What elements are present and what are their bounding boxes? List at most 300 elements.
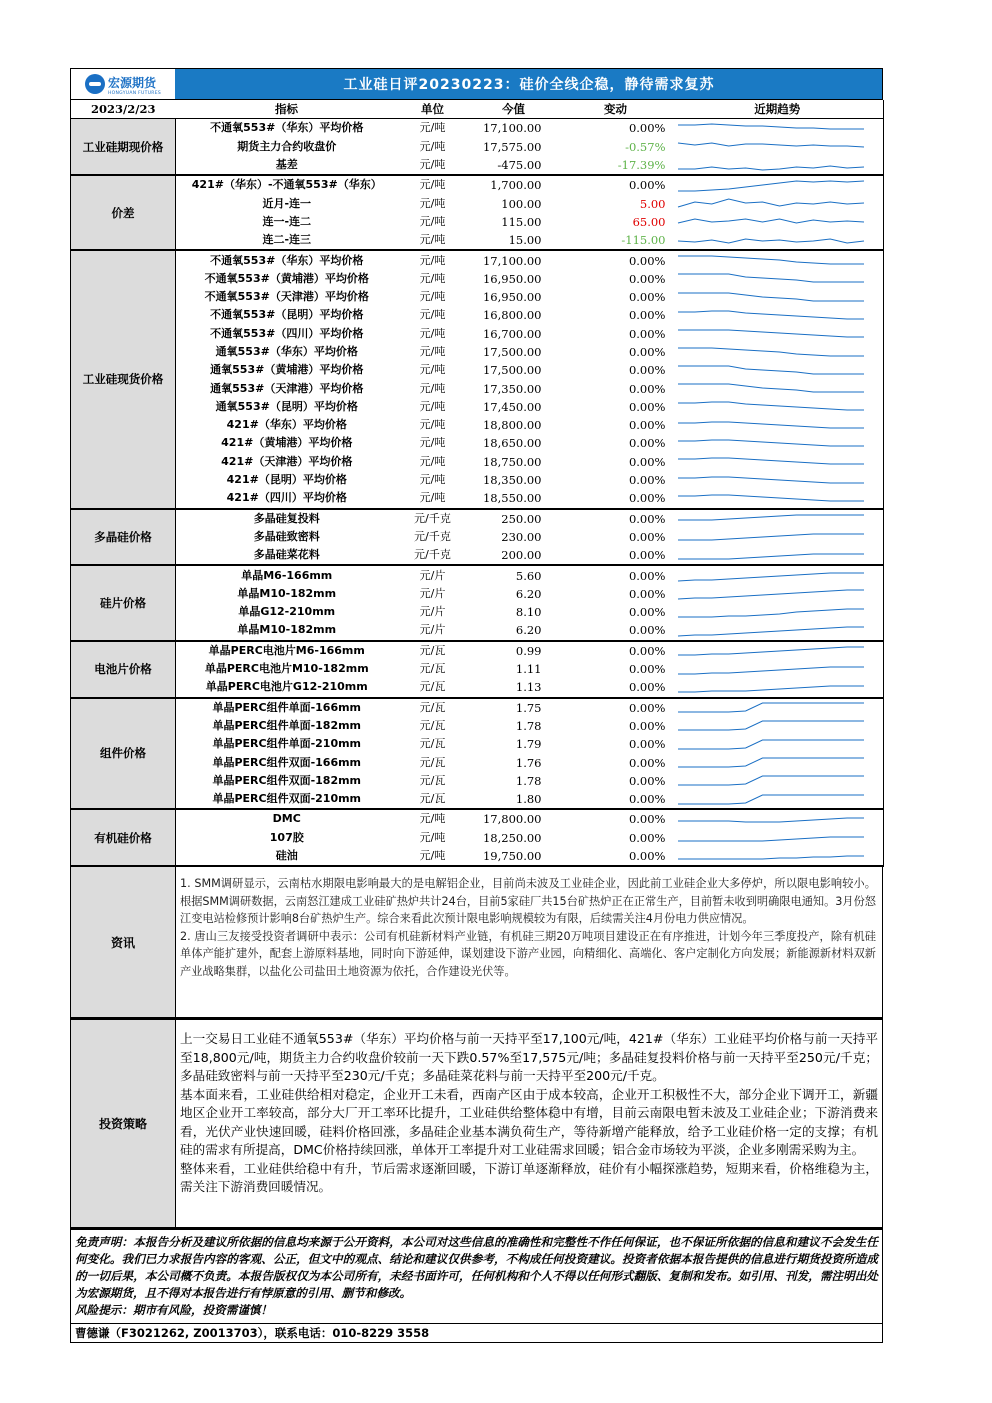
- trend-sparkline-cell: [672, 809, 884, 828]
- trend-line: [678, 758, 864, 767]
- unit-cell: 元/吨: [419, 454, 446, 468]
- trend-line: [678, 239, 864, 243]
- trend-sparkline: [676, 754, 866, 771]
- value-cell: 17,575.00: [482, 139, 542, 154]
- unit-cell: 元/吨: [419, 418, 446, 432]
- change-cell: -0.57%: [625, 139, 666, 154]
- unit-cell: 元/吨: [419, 178, 446, 192]
- unit-cell: 元/瓦: [419, 737, 446, 751]
- change-cell: 0.00%: [628, 326, 666, 341]
- value-cell: 18,550.00: [468, 489, 560, 508]
- trend-line: [678, 740, 864, 749]
- trend-sparkline-cell: [672, 194, 884, 212]
- trend-sparkline-cell: [672, 250, 884, 269]
- value-cell: 18,650.00: [482, 436, 542, 451]
- category-label: 硅片价格: [71, 565, 176, 640]
- indicator-name: 单晶M10-182mm: [176, 621, 398, 640]
- trend-sparkline: [676, 622, 866, 639]
- indicator-name: 单晶M6-166mm: [241, 568, 333, 582]
- indicator-name: 421#（昆明）平均价格: [226, 473, 347, 487]
- change-cell: 0.00%: [628, 253, 666, 268]
- trend-sparkline-cell: [672, 565, 884, 584]
- trend-sparkline: [676, 138, 866, 155]
- indicator-name: 硅油: [176, 847, 398, 866]
- trend-line: [678, 402, 864, 410]
- table-row: [71, 735, 884, 753]
- trend-sparkline: [676, 661, 866, 678]
- trend-sparkline-cell: [672, 434, 884, 452]
- unit-cell: 元/吨: [419, 139, 446, 153]
- indicator-name: 期货主力合约收盘价: [237, 139, 337, 153]
- trend-sparkline: [676, 289, 866, 306]
- trend-sparkline: [676, 736, 866, 753]
- price-table: [70, 100, 884, 867]
- value-cell: 18,250.00: [482, 830, 542, 845]
- unit-cell: 元/瓦: [419, 755, 446, 769]
- unit-header: 单位: [398, 100, 468, 119]
- indicator-name: 421#（华东）平均价格: [226, 418, 347, 432]
- value-cell: 17,100.00: [482, 121, 542, 136]
- strategy-para-1: 上一交易日工业硅不通氧553#（华东）平均价格与前一天持平至17,100元/吨，421#（华东）工业硅平均价格与前一天持平至18,800元/吨，期货主力合约收盘价较前一天下跌0.57%至17,575元/吨；多晶硅复投料价格与前一天持平至250元/千克；多晶硅致密料与前一天持平至230元/千克；多晶硅菜花料与前一天持平至200元/千克。: [180, 1031, 878, 1084]
- company-logo: [71, 69, 176, 99]
- indicator-name: 107胶: [269, 830, 304, 844]
- indicator-name: 多晶硅致密料: [253, 529, 320, 543]
- trend-line: [678, 477, 864, 483]
- change-cell: 0.00%: [628, 473, 666, 488]
- change-cell: 0.00%: [628, 271, 666, 286]
- logo-subtitle: HONGYUAN FUTURES: [107, 90, 162, 96]
- trend-sparkline-cell: [672, 660, 884, 678]
- trend-sparkline: [676, 120, 866, 137]
- trend-line: [678, 348, 864, 356]
- change-cell: 0.00%: [628, 755, 666, 770]
- category-label: 电池片价格: [71, 641, 176, 698]
- unit-cell: 元/吨: [419, 308, 446, 322]
- trend-sparkline-cell: [672, 270, 884, 288]
- unit-cell: 元/吨: [398, 231, 468, 250]
- table-row: [71, 717, 884, 735]
- value-cell: 230.00: [501, 529, 542, 544]
- report-page: [70, 68, 883, 1343]
- logo-icon: [85, 74, 105, 94]
- trend-sparkline: [676, 232, 866, 249]
- table-row: [71, 306, 884, 324]
- report-title: 工业硅日评20230223：硅价全线企稳，静待需求复苏: [176, 69, 882, 99]
- change-cell: 0.00%: [628, 511, 666, 526]
- indicator-name: 近月-连一: [262, 196, 312, 210]
- trend-sparkline-cell: [672, 509, 884, 528]
- value-cell: 1.76: [515, 755, 542, 770]
- risk-warning: 风险提示：期市有风险，投资需谨慎！: [75, 1303, 273, 1318]
- value-header: 今值: [468, 100, 560, 119]
- unit-cell: 元/吨: [398, 156, 468, 175]
- news-section: [70, 867, 883, 1018]
- trend-sparkline-cell: [672, 156, 884, 175]
- trend-line: [678, 515, 864, 520]
- trend-sparkline-cell: [672, 621, 884, 640]
- trend-header: 近期趋势: [672, 100, 884, 119]
- trend-sparkline: [676, 717, 866, 734]
- trend-sparkline-cell: [672, 325, 884, 343]
- table-row: [71, 698, 884, 717]
- logo-name: 宏源期货: [107, 75, 156, 90]
- trend-sparkline-cell: [672, 735, 884, 753]
- trend-sparkline: [676, 325, 866, 342]
- indicator-name: 单晶PERC电池片M10-182mm: [204, 662, 369, 676]
- category-label: 价差: [71, 175, 176, 250]
- unit-cell: 元/千克: [414, 529, 451, 543]
- trend-sparkline: [676, 195, 866, 212]
- trend-line: [678, 609, 864, 617]
- table-row: [71, 585, 884, 603]
- indicator-header: 指标: [176, 100, 398, 119]
- unit-cell: 元/吨: [419, 436, 446, 450]
- trend-line: [678, 440, 864, 446]
- unit-cell: 元/吨: [398, 489, 468, 508]
- trend-sparkline-cell: [672, 698, 884, 717]
- change-cell: 0.00%: [560, 790, 672, 809]
- indicator-name: 不通氧553#（昆明）平均价格: [210, 308, 364, 322]
- unit-cell: 元/吨: [419, 363, 446, 377]
- analyst-contact: 曹德谦（F3021262, Z0013703），联系电话：010-8229 3558: [70, 1324, 883, 1343]
- category-label: 工业硅现货价格: [71, 250, 176, 508]
- strategy-text: [176, 1020, 882, 1227]
- table-row: [71, 379, 884, 397]
- value-cell: 1.13: [468, 678, 560, 697]
- trend-sparkline-cell: [672, 528, 884, 546]
- trend-sparkline-cell: [672, 847, 884, 866]
- value-cell: 1.78: [515, 718, 542, 733]
- table-row: [71, 231, 884, 250]
- value-cell: 1.11: [515, 662, 542, 677]
- unit-cell: 元/瓦: [419, 643, 446, 657]
- trend-sparkline: [676, 398, 866, 415]
- change-cell: 0.00%: [628, 773, 666, 788]
- indicator-name: 单晶PERC组件单面-210mm: [212, 737, 362, 751]
- value-cell: 1.80: [468, 790, 560, 809]
- change-cell: 0.00%: [628, 399, 666, 414]
- unit-cell: 元/吨: [419, 473, 446, 487]
- trend-line: [678, 495, 864, 501]
- trend-sparkline: [676, 604, 866, 621]
- trend-line: [678, 219, 864, 223]
- trend-sparkline-cell: [672, 119, 884, 138]
- trend-sparkline-cell: [672, 546, 884, 565]
- trend-line: [678, 199, 864, 207]
- trend-sparkline: [676, 307, 866, 324]
- trend-line: [678, 647, 864, 655]
- trend-sparkline-cell: [672, 453, 884, 471]
- value-cell: 0.99: [515, 643, 542, 658]
- value-cell: 18,750.00: [482, 454, 542, 469]
- trend-sparkline: [676, 528, 866, 545]
- table-row: [71, 829, 884, 847]
- trend-sparkline: [676, 490, 866, 507]
- trend-sparkline-cell: [672, 717, 884, 735]
- indicator-name: 不通氧553#（黄埔港）平均价格: [204, 271, 369, 285]
- trend-sparkline: [676, 270, 866, 287]
- unit-cell: 元/吨: [419, 290, 446, 304]
- indicator-name: 不通氧553#（四川）平均价格: [210, 326, 364, 340]
- unit-cell: 元/瓦: [419, 718, 446, 732]
- trend-sparkline-cell: [672, 138, 884, 156]
- indicator-name: DMC: [272, 812, 301, 826]
- news-item-2: 2. 唐山三友接受投资者调研中表示：公司有机硅新材料产业链，有机硅三期20万吨项目建设正在有序推进，计划今年三季度投产，除有机硅单体产能扩建外，配套上游原料基地，同时向下游延伸，谋划建设下游产业园，向精细化、高端化、客户定制化方向发展；新能源新材料双新产业战略集群，以盐化公司盐田土地资源为依托，合作建设光伏等。: [180, 929, 876, 978]
- table-row: [71, 213, 884, 231]
- unit-cell: 元/千克: [414, 511, 451, 525]
- table-row: [71, 156, 884, 175]
- unit-cell: 元/吨: [419, 326, 446, 340]
- indicator-name: 单晶PERC组件单面-166mm: [212, 700, 362, 714]
- trend-line: [678, 274, 864, 282]
- table-row: [71, 528, 884, 546]
- value-cell: 16,950.00: [482, 290, 542, 305]
- trend-sparkline-cell: [672, 416, 884, 434]
- change-cell: 0.00%: [628, 529, 666, 544]
- value-cell: 17,800.00: [482, 812, 542, 827]
- indicator-name: 通氧553#（黄埔港）平均价格: [210, 363, 364, 377]
- trend-sparkline: [676, 642, 866, 659]
- indicator-name: 421#（四川）平均价格: [176, 489, 398, 508]
- unit-cell: 元/片: [419, 568, 446, 582]
- unit-cell: 元/吨: [398, 847, 468, 866]
- table-row: [71, 565, 884, 584]
- date-header: 2023/2/23: [71, 100, 176, 119]
- category-label: 组件价格: [71, 698, 176, 810]
- indicator-name: 单晶PERC组件双面-166mm: [212, 755, 362, 769]
- unit-cell: 元/瓦: [419, 700, 446, 714]
- news-item-1: 1. SMM调研显示，云南枯水期限电影响最大的是电解铝企业，目前尚未波及工业硅企业，因此前工业硅企业大多停炉，所以限电影响较小。根据SMM调研数据，云南怒江建成工业硅矿热炉共计24台，目前5家硅厂共15台矿热炉正在正常生产，目前暂未收到明确限电通知。3月份怒江变电站检修预计影响8台矿热炉生产。综合来看此次预计限电影响规模较为有限，后续需关注4月份电力供应情况。: [180, 877, 876, 926]
- trend-sparkline-cell: [672, 772, 884, 790]
- indicator-name: 多晶硅复投料: [253, 511, 320, 525]
- trend-line: [678, 856, 864, 859]
- table-row: [71, 660, 884, 678]
- unit-cell: 元/片: [398, 621, 468, 640]
- trend-line: [678, 554, 864, 559]
- table-row: [71, 753, 884, 771]
- table-row: [71, 325, 884, 343]
- strategy-para-3: 整体来看，工业硅供给稳中有升，节后需求逐渐回暖，下游订单逐渐释放，硅价有小幅探涨趋势，短期来看，价格维稳为主，需关注下游消费回暖情况。: [180, 1160, 878, 1195]
- indicator-name: 连一-连二: [262, 214, 312, 228]
- indicator-name: 421#（天津港）平均价格: [221, 454, 353, 468]
- report-header: [70, 68, 883, 100]
- trend-line: [678, 627, 864, 636]
- indicator-name: 421#（黄埔港）平均价格: [221, 436, 353, 450]
- table-row: [71, 288, 884, 306]
- trend-sparkline: [676, 362, 866, 379]
- trend-line: [678, 795, 864, 804]
- value-cell: 18,350.00: [482, 473, 542, 488]
- value-cell: 17,100.00: [482, 253, 542, 268]
- indicator-name: 单晶M10-182mm: [237, 586, 337, 600]
- category-label: 多晶硅价格: [71, 509, 176, 566]
- trend-line: [678, 124, 864, 129]
- table-row: [71, 250, 884, 269]
- unit-cell: 元/片: [419, 586, 446, 600]
- news-label: 资讯: [71, 867, 176, 1017]
- indicator-name: 不通氧553#（天津港）平均价格: [204, 290, 369, 304]
- table-row: [71, 847, 884, 866]
- unit-cell: 元/瓦: [419, 773, 446, 787]
- indicator-name: 单晶PERC组件双面-210mm: [176, 790, 398, 809]
- unit-cell: 元/吨: [419, 812, 446, 826]
- value-cell: 5.60: [515, 568, 542, 583]
- trend-line: [678, 686, 864, 692]
- change-cell: -115.00: [560, 231, 672, 250]
- change-cell: 0.00%: [560, 847, 672, 866]
- indicator-name: 通氧553#（华东）平均价格: [215, 345, 358, 358]
- disclaimer: [70, 1228, 883, 1324]
- trend-line: [678, 384, 864, 392]
- indicator-name: 通氧553#（昆明）平均价格: [215, 399, 358, 413]
- table-row: [71, 489, 884, 508]
- unit-cell: 元/吨: [419, 381, 446, 395]
- value-cell: 1.78: [515, 773, 542, 788]
- value-cell: 1.79: [515, 737, 542, 752]
- change-header: 变动: [560, 100, 672, 119]
- table-row: [71, 434, 884, 452]
- table-row: [71, 343, 884, 361]
- trend-sparkline-cell: [672, 471, 884, 489]
- unit-cell: 元/片: [419, 605, 446, 619]
- change-cell: 0.00%: [628, 363, 666, 378]
- trend-sparkline-cell: [672, 678, 884, 697]
- trend-line: [678, 143, 864, 147]
- table-row: [71, 398, 884, 416]
- change-cell: 0.00%: [560, 546, 672, 565]
- change-cell: 0.00%: [628, 436, 666, 451]
- trend-sparkline-cell: [672, 398, 884, 416]
- strategy-para-2: 基本面来看，工业硅供给相对稳定，企业开工未看，西南产区由于成本较高，企业开工积极性不大，部分企业下调开工，新疆地区企业开工率较高，部分大厂开工率环比提升，工业硅供给整体稳中有增，目前云南限电暂未波及工业硅企业；下游消费来看，光伏产业快速回暖，硅料价格回涨，多晶硅企业基本满负荷生产，等待新增产能释放，给予工业硅价格一定的支撑；有机硅的需求有所提高，DMC价格持续回涨，单体开工率提升对工业硅需求回暖；铝合金市场较为平淡，企业多刚需采购为主。: [180, 1086, 878, 1158]
- value-cell: 15.00: [468, 231, 560, 250]
- indicator-name: 单晶PERC组件单面-182mm: [212, 718, 362, 732]
- change-cell: 0.00%: [628, 830, 666, 845]
- value-cell: 17,350.00: [482, 381, 542, 396]
- trend-sparkline: [676, 829, 866, 846]
- trend-sparkline: [676, 252, 866, 269]
- strategy-section: [70, 1018, 883, 1228]
- table-row: [71, 453, 884, 471]
- value-cell: 17,500.00: [482, 345, 542, 359]
- change-cell: 0.00%: [628, 381, 666, 396]
- trend-sparkline-cell: [672, 489, 884, 508]
- indicator-name: 单晶G12-210mm: [238, 605, 336, 619]
- trend-sparkline-cell: [672, 306, 884, 324]
- unit-cell: 元/吨: [419, 830, 446, 844]
- trend-sparkline: [676, 699, 866, 716]
- change-cell: 0.00%: [560, 678, 672, 697]
- value-cell: 17,450.00: [482, 399, 542, 414]
- change-cell: 0.00%: [628, 605, 666, 620]
- change-cell: 0.00%: [628, 568, 666, 583]
- indicator-name: 基差: [176, 156, 398, 175]
- change-cell: -17.39%: [560, 156, 672, 175]
- trend-sparkline: [676, 380, 866, 397]
- category-label: 有机硅价格: [71, 809, 176, 866]
- trend-line: [678, 366, 864, 374]
- trend-sparkline: [676, 848, 866, 865]
- change-cell: 0.00%: [628, 586, 666, 601]
- indicator-name: 多晶硅菜花料: [176, 546, 398, 565]
- change-cell: 0.00%: [628, 812, 666, 827]
- trend-sparkline-cell: [672, 790, 884, 809]
- indicator-name: 通氧553#（天津港）平均价格: [210, 381, 364, 395]
- unit-cell: 元/吨: [419, 253, 446, 267]
- change-cell: 0.00%: [628, 643, 666, 658]
- table-row: [71, 546, 884, 565]
- news-text: [176, 867, 882, 1017]
- unit-cell: 元/吨: [419, 214, 446, 228]
- trend-sparkline: [676, 417, 866, 434]
- indicator-name: 连二-连三: [176, 231, 398, 250]
- trend-sparkline-cell: [672, 175, 884, 194]
- change-cell: 0.00%: [560, 621, 672, 640]
- value-cell: 19,750.00: [468, 847, 560, 866]
- unit-cell: 元/瓦: [398, 678, 468, 697]
- unit-cell: 元/吨: [419, 271, 446, 285]
- change-cell: 0.00%: [628, 418, 666, 433]
- value-cell: 16,800.00: [482, 308, 542, 323]
- trend-sparkline: [676, 435, 866, 452]
- value-cell: 1.75: [515, 700, 542, 715]
- table-row: [71, 175, 884, 194]
- trend-line: [678, 721, 864, 730]
- trend-sparkline-cell: [672, 379, 884, 397]
- trend-sparkline: [676, 585, 866, 602]
- trend-sparkline: [676, 177, 866, 194]
- indicator-name: 单晶PERC组件双面-182mm: [212, 773, 362, 787]
- trend-sparkline: [676, 344, 866, 361]
- value-cell: 8.10: [515, 605, 542, 620]
- change-cell: 0.00%: [628, 454, 666, 469]
- unit-cell: 元/吨: [419, 196, 446, 210]
- value-cell: -475.00: [468, 156, 560, 175]
- trend-line: [678, 311, 864, 319]
- change-cell: 0.00%: [628, 308, 666, 323]
- trend-line: [678, 534, 864, 540]
- disclaimer-text: 免责声明：本报告分析及建议所依据的信息均来源于公开资料，本公司对这些信息的准确性和完整性不作任何保证，也不保证所依据的信息和建议不会发生任何变化。我们已力求报告内容的客观、公正，但文中的观点、结论和建议仅供参考，不构成任何投资建议。投资者依据本报告提供的信息进行期货投资所造成的一切后果，本公司概不负责。本报告版权仅为本公司所有，未经书面许可，任何机构和个人不得以任何形式翻版、复制和发布。如引用、刊发，需注明出处为宏源期货，且不得对本报告进行有悖原意的引用、删节和修改。: [75, 1235, 878, 1301]
- table-row: [71, 790, 884, 809]
- value-cell: 6.20: [468, 621, 560, 640]
- trend-line: [678, 166, 864, 170]
- value-cell: 1,700.00: [490, 178, 542, 193]
- trend-line: [678, 293, 864, 301]
- trend-sparkline: [676, 157, 866, 174]
- value-cell: 16,700.00: [482, 326, 542, 341]
- change-cell: 0.00%: [628, 662, 666, 677]
- unit-cell: 元/吨: [419, 399, 446, 413]
- unit-cell: 元/吨: [419, 121, 446, 135]
- value-cell: 250.00: [501, 511, 542, 526]
- trend-sparkline: [676, 453, 866, 470]
- unit-cell: 元/千克: [398, 546, 468, 565]
- trend-sparkline: [676, 679, 866, 696]
- change-cell: 0.00%: [628, 718, 666, 733]
- table-row: [71, 603, 884, 621]
- trend-sparkline: [676, 510, 866, 527]
- trend-line: [678, 667, 864, 674]
- trend-sparkline-cell: [672, 361, 884, 379]
- trend-line: [678, 837, 864, 841]
- trend-sparkline-cell: [672, 829, 884, 847]
- value-cell: 17,500.00: [482, 363, 542, 378]
- table-row: [71, 621, 884, 640]
- change-cell: 65.00: [632, 214, 666, 229]
- trend-sparkline: [676, 567, 866, 584]
- table-row: [71, 471, 884, 489]
- change-cell: 0.00%: [628, 700, 666, 715]
- trend-line: [678, 256, 864, 264]
